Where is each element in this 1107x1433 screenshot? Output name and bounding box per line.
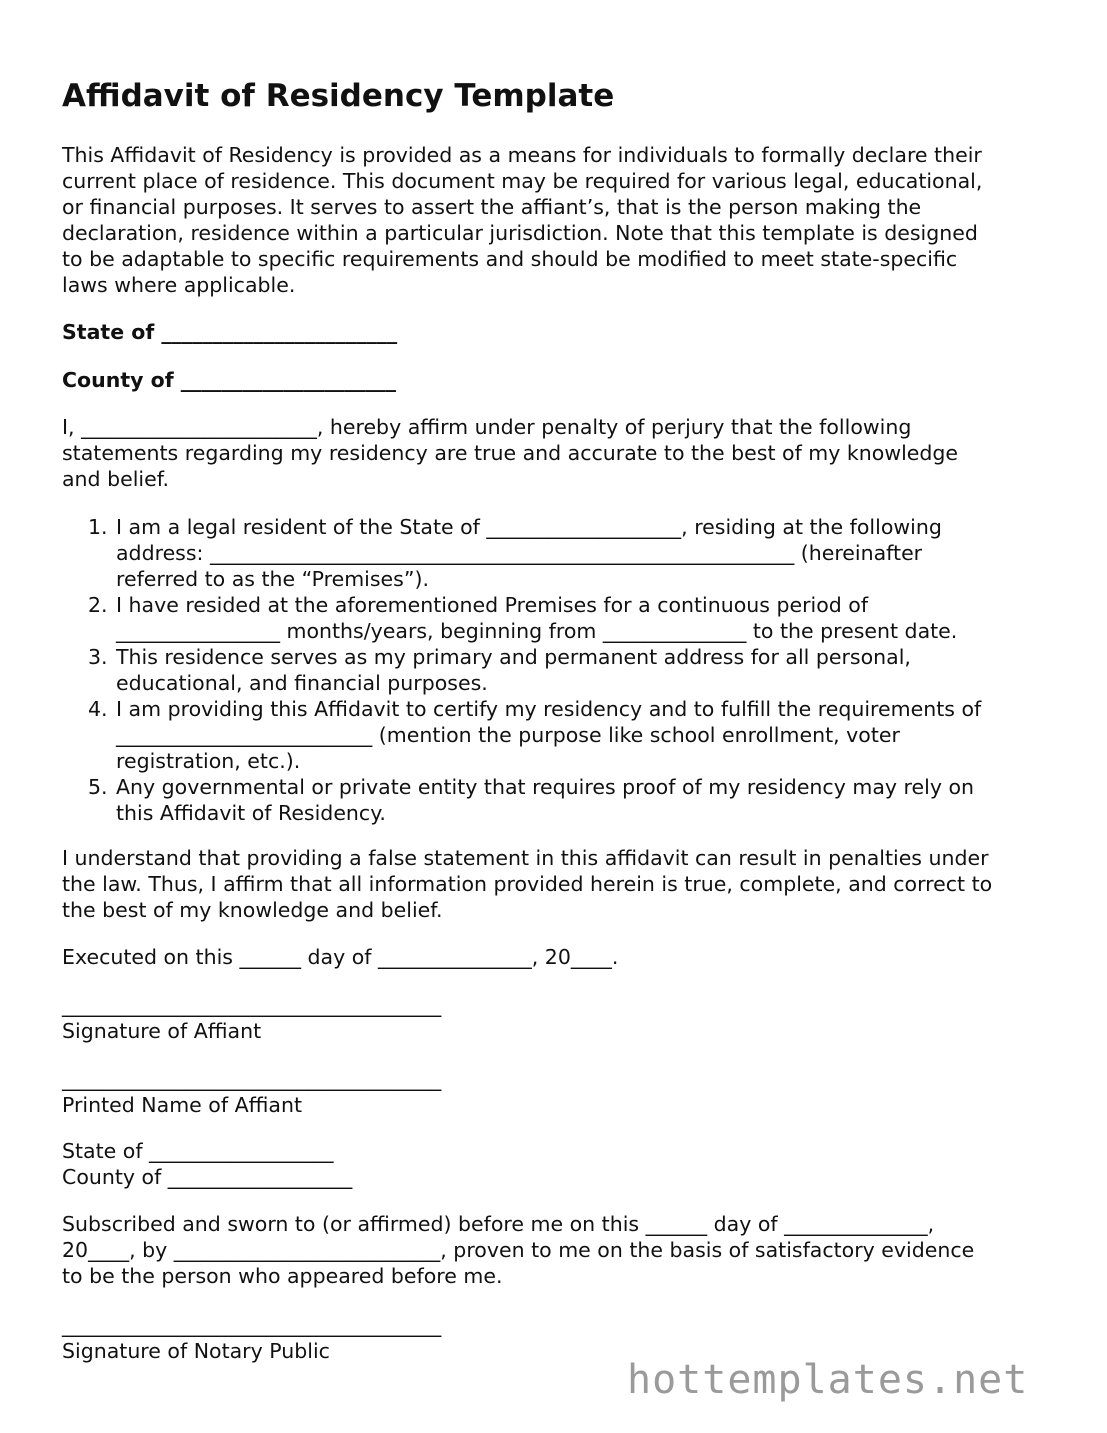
text-line: Any governmental or private entity that requires proof of my residency may rely on bbox=[116, 775, 974, 799]
notary-location-block bbox=[62, 1138, 352, 1190]
text-line: statements regarding my residency are true and accurate to the best of my knowledge bbox=[62, 441, 959, 465]
signature-label: Printed Name of Affiant bbox=[62, 1093, 303, 1117]
text-line: I am a legal resident of the State of ___________________, residing at the following bbox=[116, 515, 942, 539]
list-number: 2. bbox=[88, 593, 108, 617]
signature-line: _____________________________________ bbox=[62, 1067, 442, 1091]
executed-line: Executed on this ______ day of _______________, 20____. bbox=[62, 945, 619, 969]
intro-paragraph bbox=[62, 142, 982, 298]
county-of-field: County of _____________________ bbox=[62, 368, 397, 392]
list-number: 4. bbox=[88, 697, 108, 721]
understand-paragraph bbox=[62, 845, 992, 923]
text-line: to be adaptable to specific requirements and should be modified to meet state-specific bbox=[62, 247, 958, 271]
text-line: this Affidavit of Residency. bbox=[116, 801, 386, 825]
text-line: the law. Thus, I affirm that all information provided herein is true, complete, and correct to bbox=[62, 872, 993, 896]
list-item bbox=[62, 774, 1062, 826]
text-line: Subscribed and sworn to (or affirmed) before me on this ______ day of ______________, bbox=[62, 1212, 935, 1236]
text-line: I have resided at the aforementioned Premises for a continuous period of bbox=[116, 593, 869, 617]
text-line: current place of residence. This document may be required for various legal, educational, bbox=[62, 169, 983, 193]
list-item bbox=[62, 514, 1062, 592]
text-line: This residence serves as my primary and permanent address for all personal, bbox=[116, 645, 911, 669]
list-number: 1. bbox=[88, 515, 108, 539]
text-line: or financial purposes. It serves to assert the affiant’s, that is the person making the bbox=[62, 195, 922, 219]
printed-name-block bbox=[62, 1066, 441, 1118]
signature-label: Signature of Notary Public bbox=[62, 1339, 330, 1363]
signature-label: Signature of Affiant bbox=[62, 1019, 262, 1043]
text-line: declaration, residence within a particular jurisdiction. Note that this template is designed bbox=[62, 221, 978, 245]
list-number: 3. bbox=[88, 645, 108, 669]
text-line: address: _________________________________________________________ (hereinafter bbox=[116, 541, 923, 565]
affiant-signature-block bbox=[62, 992, 441, 1044]
notary-signature-block bbox=[62, 1312, 441, 1364]
notary-state-field: State of __________________ bbox=[62, 1139, 334, 1163]
site-watermark: hottemplates.net bbox=[627, 1357, 1029, 1403]
document-title: Affidavit of Residency Template bbox=[62, 78, 615, 114]
list-item bbox=[62, 644, 1062, 696]
list-item bbox=[62, 696, 1062, 774]
text-line: I, _______________________, hereby affirm under penalty of perjury that the following bbox=[62, 415, 912, 439]
text-line: referred to as the “Premises”). bbox=[116, 567, 429, 591]
statements-list bbox=[62, 514, 1062, 826]
text-line: 20____, by __________________________, proven to me on the basis of satisfactory evidence bbox=[62, 1238, 975, 1262]
text-line: This Affidavit of Residency is provided as a means for individuals to formally declare their bbox=[62, 143, 982, 167]
affirm-paragraph bbox=[62, 414, 958, 492]
text-line: _________________________ (mention the purpose like school enrollment, voter bbox=[116, 723, 900, 747]
signature-line: _____________________________________ bbox=[62, 1313, 442, 1337]
text-line: I am providing this Affidavit to certify my residency and to fulfill the requirements of bbox=[116, 697, 982, 721]
list-item bbox=[62, 592, 1062, 644]
text-line: I understand that providing a false statement in this affidavit can result in penalties under bbox=[62, 846, 989, 870]
state-of-field: State of _______________________ bbox=[62, 320, 398, 344]
text-line: laws where applicable. bbox=[62, 273, 296, 297]
text-line: the best of my knowledge and belief. bbox=[62, 898, 443, 922]
text-line: educational, and financial purposes. bbox=[116, 671, 488, 695]
list-number: 5. bbox=[88, 775, 108, 799]
text-line: to be the person who appeared before me. bbox=[62, 1264, 503, 1288]
text-line: and belief. bbox=[62, 467, 169, 491]
subscribed-paragraph bbox=[62, 1211, 974, 1289]
text-line: registration, etc.). bbox=[116, 749, 301, 773]
notary-county-field: County of __________________ bbox=[62, 1165, 353, 1189]
text-line: ________________ months/years, beginning from ______________ to the present date. bbox=[116, 619, 958, 643]
signature-line: _____________________________________ bbox=[62, 993, 442, 1017]
